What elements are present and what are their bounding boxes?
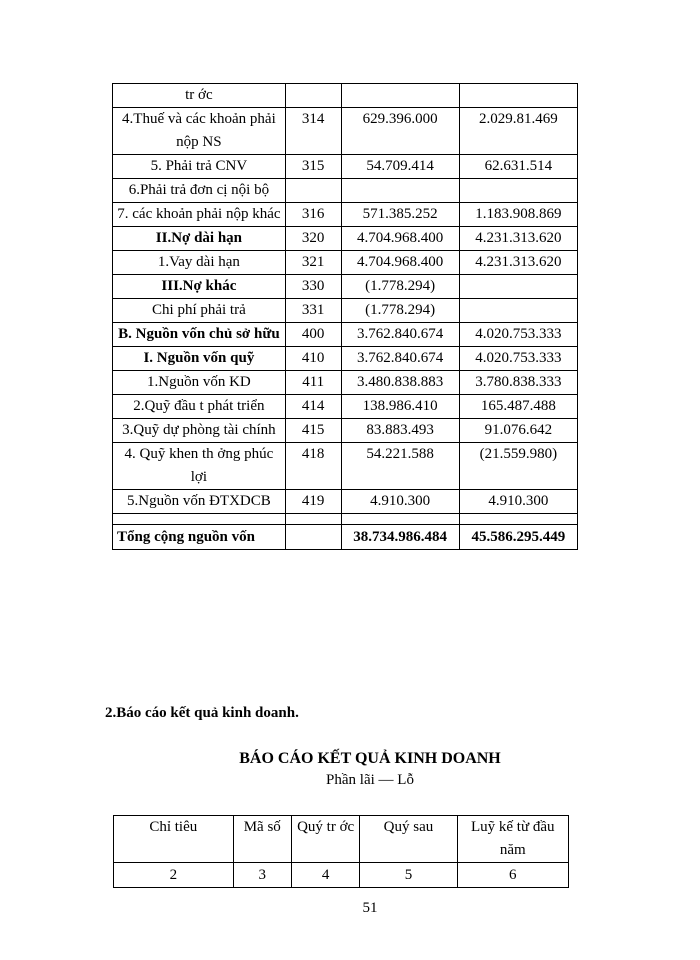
row-value-end: 91.076.642	[459, 419, 577, 443]
total-value-start: 38.734.986.484	[341, 525, 459, 550]
row-label: tr ớc	[113, 84, 286, 108]
total-label: Tổng cộng nguồn vốn	[113, 525, 286, 550]
spacer-row	[113, 514, 578, 525]
row-code: 400	[285, 323, 341, 347]
row-value-start	[341, 84, 459, 108]
row-value-end: 4.231.313.620	[459, 251, 577, 275]
balance-sheet-table	[112, 83, 578, 550]
total-code	[285, 525, 341, 550]
header-cell: Mã số	[233, 816, 291, 863]
table-row	[113, 108, 578, 155]
table-row	[113, 203, 578, 227]
row-label: 3.Quỹ dự phòng tài chính	[113, 419, 286, 443]
row-label: II.Nợ dài hạn	[113, 227, 286, 251]
row-label: B. Nguồn vốn chủ sở hữu	[113, 323, 286, 347]
row-value-start: 571.385.252	[341, 203, 459, 227]
row-value-start	[341, 179, 459, 203]
row-label: 2.Quỹ đầu t phát triển	[113, 395, 286, 419]
row-value-end: 2.029.81.469	[459, 108, 577, 155]
income-statement-table	[113, 815, 569, 888]
row-value-end: 3.780.838.333	[459, 371, 577, 395]
row-value-end: 4.231.313.620	[459, 227, 577, 251]
row-label: 6.Phải trả đơn cị nội bộ	[113, 179, 286, 203]
row-code: 315	[285, 155, 341, 179]
row-label: Chi phí phải trả	[113, 299, 286, 323]
column-number: 3	[233, 863, 291, 888]
row-label: III.Nợ khác	[113, 275, 286, 299]
page-number: 51	[362, 900, 378, 916]
row-value-end	[459, 299, 577, 323]
row-code: 314	[285, 108, 341, 155]
row-code: 414	[285, 395, 341, 419]
table-row	[113, 490, 578, 514]
total-value-end: 45.586.295.449	[459, 525, 577, 550]
row-code: 321	[285, 251, 341, 275]
row-label: 5. Phải trả CNV	[113, 155, 286, 179]
column-number: 4	[291, 863, 360, 888]
row-code: 419	[285, 490, 341, 514]
header-cell: Quý tr ớc	[291, 816, 360, 863]
row-value-end: (21.559.980)	[459, 443, 577, 490]
table-row	[113, 419, 578, 443]
row-label: I. Nguồn vốn quỹ	[113, 347, 286, 371]
table-row	[113, 371, 578, 395]
row-value-start: 3.762.840.674	[341, 347, 459, 371]
column-number-row	[114, 863, 569, 888]
table-row	[113, 275, 578, 299]
row-value-start: 138.986.410	[341, 395, 459, 419]
row-value-end: 1.183.908.869	[459, 203, 577, 227]
row-value-end	[459, 275, 577, 299]
row-code: 418	[285, 443, 341, 490]
row-code: 331	[285, 299, 341, 323]
row-value-start: 4.704.968.400	[341, 251, 459, 275]
table-row	[113, 395, 578, 419]
header-cell: Luỹ kế từ đầu năm	[457, 816, 568, 863]
column-number: 6	[457, 863, 568, 888]
row-value-end: 62.631.514	[459, 155, 577, 179]
table-row	[113, 299, 578, 323]
report-title: BÁO CÁO KẾT QUẢ KINH DOANH	[239, 750, 501, 767]
column-number: 5	[360, 863, 457, 888]
row-value-start: 4.704.968.400	[341, 227, 459, 251]
row-code	[285, 179, 341, 203]
row-code	[285, 84, 341, 108]
row-value-start: (1.778.294)	[341, 299, 459, 323]
table-row	[113, 179, 578, 203]
table-row	[113, 155, 578, 179]
column-number: 2	[114, 863, 234, 888]
row-value-start: 629.396.000	[341, 108, 459, 155]
row-value-start: 54.709.414	[341, 155, 459, 179]
header-cell: Quý sau	[360, 816, 457, 863]
row-label: 5.Nguồn vốn ĐTXDCB	[113, 490, 286, 514]
row-code: 316	[285, 203, 341, 227]
report-subtitle: Phần lãi — Lỗ	[326, 772, 414, 788]
row-label: 4.Thuế và các khoản phải nộp NS	[113, 108, 286, 155]
table-row	[113, 323, 578, 347]
row-value-start: 4.910.300	[341, 490, 459, 514]
row-code: 330	[285, 275, 341, 299]
row-code: 415	[285, 419, 341, 443]
row-code: 320	[285, 227, 341, 251]
row-value-start: 83.883.493	[341, 419, 459, 443]
row-value-start: 54.221.588	[341, 443, 459, 490]
section-heading: 2.Báo cáo kết quả kinh doanh.	[105, 705, 299, 721]
row-value-start: 3.762.840.674	[341, 323, 459, 347]
row-label: 4. Quỹ khen th ởng phúc lợi	[113, 443, 286, 490]
table-row	[113, 443, 578, 490]
row-value-end: 165.487.488	[459, 395, 577, 419]
table-row	[113, 84, 578, 108]
row-value-end: 4.020.753.333	[459, 347, 577, 371]
row-label: 1.Nguồn vốn KD	[113, 371, 286, 395]
row-value-end	[459, 84, 577, 108]
table-row	[113, 227, 578, 251]
header-row	[114, 816, 569, 863]
table-row	[113, 251, 578, 275]
row-value-end: 4.910.300	[459, 490, 577, 514]
header-cell: Chỉ tiêu	[114, 816, 234, 863]
total-row	[113, 525, 578, 550]
row-value-end	[459, 179, 577, 203]
row-value-start: (1.778.294)	[341, 275, 459, 299]
row-value-start: 3.480.838.883	[341, 371, 459, 395]
row-label: 1.Vay dài hạn	[113, 251, 286, 275]
row-code: 410	[285, 347, 341, 371]
row-label: 7. các khoản phải nộp khác	[113, 203, 286, 227]
row-value-end: 4.020.753.333	[459, 323, 577, 347]
table-row	[113, 347, 578, 371]
row-code: 411	[285, 371, 341, 395]
